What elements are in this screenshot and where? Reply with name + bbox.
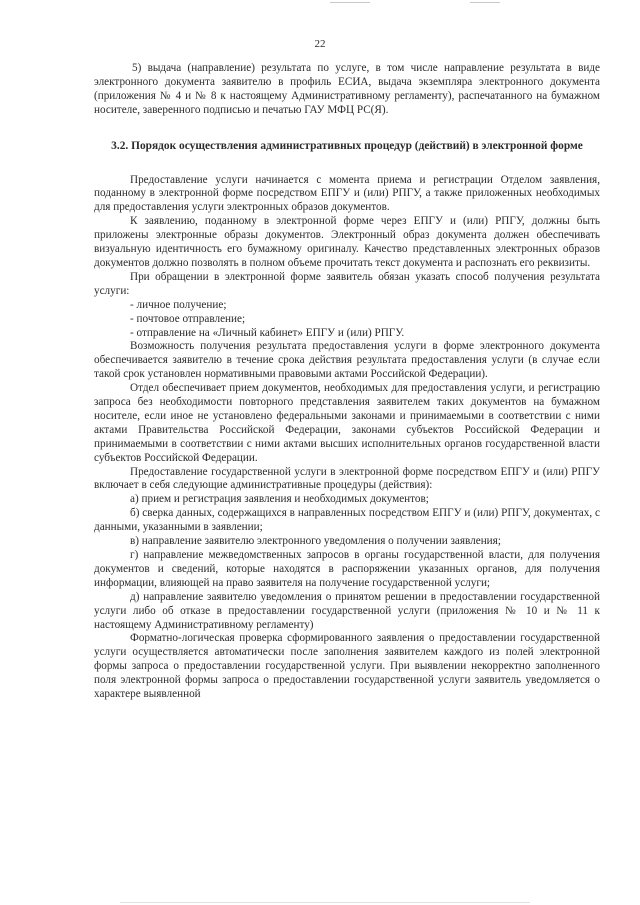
procedure-item: д) направление заявителю уведомления о принятом решении в предоставлении государственной услуги либо об отказе в предоставлении государственной услуги (приложения № 10 и № 11 к настоящему Административному регламенту) [94, 590, 600, 631]
paragraph: Отдел обеспечивает прием документов, необходимых для предоставления услуги, и регистрацию запроса без необходимости повторного представления заявителем таких документов на бумажном носителе, если иное не установлено федеральными законами и принимаемыми в соответствии с ними актами Правительства Российской Федерации, законами субъектов Российской Федерации и принимаемыми в соответствии с ними актами высших исполнительных органов государственной власти субъектов Российской Федерации. [94, 382, 600, 464]
paragraph: Форматно-логическая проверка сформированного заявления о предоставлении государственной услуги осуществляется автоматически после заполнения заявителем каждого из полей электронной формы запроса о предоставлении государственной услуги. При выявлении некорректно заполненного поля электронной формы запроса о предоставлении государственной услуги заявитель уведомляется о характере выявленной [94, 632, 600, 701]
scan-artifact-bottom [120, 902, 530, 903]
procedure-item: г) направление межведомственных запросов в органы государственной власти, для получения документов и сведений, которые находятся в распоряжении указанных органов, для получения информации, влияющей на право заявителя на получение государственной услуги; [94, 549, 600, 589]
document-body [94, 62, 600, 702]
page-number: 22 [314, 38, 326, 50]
scan-artifact-top-right [470, 2, 500, 3]
delivery-option: - отправление на «Личный кабинет» ЕПГУ и (или) РПГУ. [130, 326, 405, 339]
delivery-option: - почтовое отправление; [130, 312, 246, 325]
paragraph: К заявлению, поданному в электронной форме через ЕПГУ и (или) РПГУ, должны быть приложены электронные образы документов. Электронный образ документа должен обеспечивать визуальную идентичность его бумажному оригиналу. Качество представленных электронных образов документов должно позволять в полном объеме прочитать текст документа и распознать его реквизиты. [94, 215, 600, 269]
paragraph: При обращении в электронной форме заявитель обязан указать способ получения результата услуги: [94, 270, 600, 297]
scan-artifact-top [330, 2, 370, 3]
procedure-item: в) направление заявителю электронного уведомления о получении заявления; [130, 535, 501, 548]
section-heading: 3.2. Порядок осуществления административных процедур (действий) в электронной форме [111, 139, 583, 152]
delivery-option: - личное получение; [130, 298, 227, 311]
procedure-item: б) сверка данных, содержащихся в направленных посредством ЕПГУ и (или) РПГУ, документах, с данными, указанными в заявлении; [94, 507, 600, 534]
list-item-5: 5) выдача (направление) результата по услуге, в том числе направление результата в виде электронного документа заявителю в профиль ЕСИА, выдача экземпляра электронного документа (приложения № 4 и № 8 к настоящему Административному регламенту), распечатанного на бумажном носителе, заверенного подписью и печатью ГАУ МФЦ РС(Я). [94, 62, 600, 116]
procedure-item: а) прием и регистрация заявления и необходимых документов; [130, 493, 429, 506]
paragraph: Возможность получения результата предоставления услуги в форме электронного документа обеспечивается заявителю в течение срока действия результата предоставления услуги (в случае если такой срок установлен нормативными правовыми актами Российской Федерации). [94, 340, 600, 381]
paragraph: Предоставление государственной услуги в электронной форме посредством ЕПГУ и (или) РПГУ включает в себя следующие административные процедуры (действия): [94, 465, 600, 492]
paragraph: Предоставление услуги начинается с момента приема и регистрации Отделом заявления, поданному в электронной форме посредством ЕПГУ и (или) РПГУ, а также приложенных необходимых для предоставления услуги электронных образов документов. [94, 173, 600, 214]
